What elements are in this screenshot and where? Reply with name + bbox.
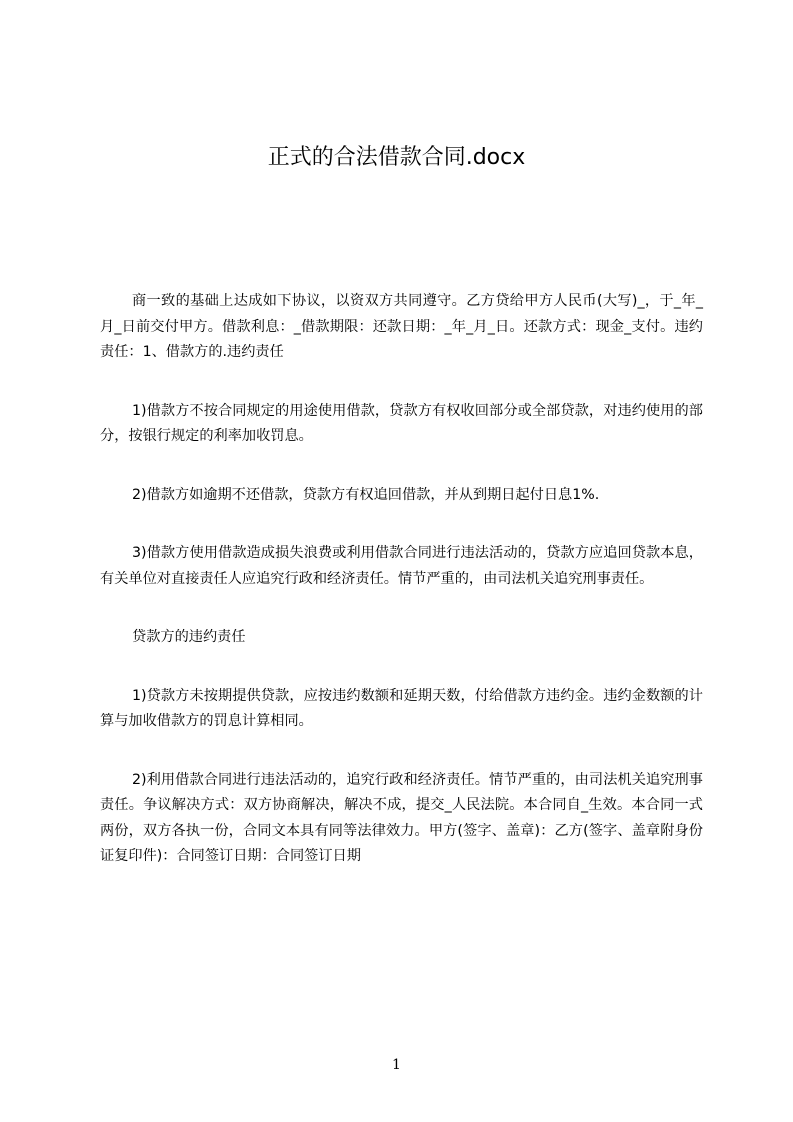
- page-number: 1: [392, 1057, 401, 1073]
- document-title: 正式的合法借款合同.docx: [267, 145, 526, 170]
- paragraph-borrower-breach-2: 2)借款方如逾期不还借款，贷款方有权追回借款，并从到期日起付日息1%.: [132, 486, 600, 503]
- section-heading-lender-breach: 贷款方的违约责任: [132, 629, 246, 645]
- paragraph-lender-breach-1: 1)贷款方未按期提供贷款，应按违约数额和延期天数，付给借款方违约金。违约金数额的计算与加收借款方的罚息计算相同。: [100, 687, 703, 729]
- document-body: [100, 289, 703, 870]
- paragraph-agreement-terms: 商一致的基础上达成如下协议，以资双方共同遵守。乙方贷给甲方人民币(大写)_，于_年_月_日前交付甲方。借款利息：_借款期限：还款日期：_年_月_日。还款方式：现金_支付。违约责任：1、借款方的.违约责任: [100, 293, 703, 360]
- paragraph-borrower-breach-3: 3)借款方使用借款造成损失浪费或利用借款合同进行违法活动的，贷款方应追回贷款本息，有关单位对直接责任人应追究行政和经济责任。情节严重的，由司法机关追究刑事责任。: [100, 545, 703, 587]
- paragraph-borrower-breach-1: 1)借款方不按合同规定的用途使用借款，贷款方有权收回部分或全部贷款，对违约使用的部分，按银行规定的利率加收罚息。: [100, 402, 703, 444]
- paragraph-lender-breach-2: 2)利用借款合同进行违法活动的，追究行政和经济责任。情节严重的，由司法机关追究刑事责任。争议解决方式：双方协商解决，解决不成，提交_人民法院。本合同自_生效。本合同一式两份，双方各执一份，合同文本具有同等法律效力。甲方(签字、盖章)：乙方(签字、盖章附身份证复印件)：合同签订日期：合同签订日期: [100, 771, 703, 864]
